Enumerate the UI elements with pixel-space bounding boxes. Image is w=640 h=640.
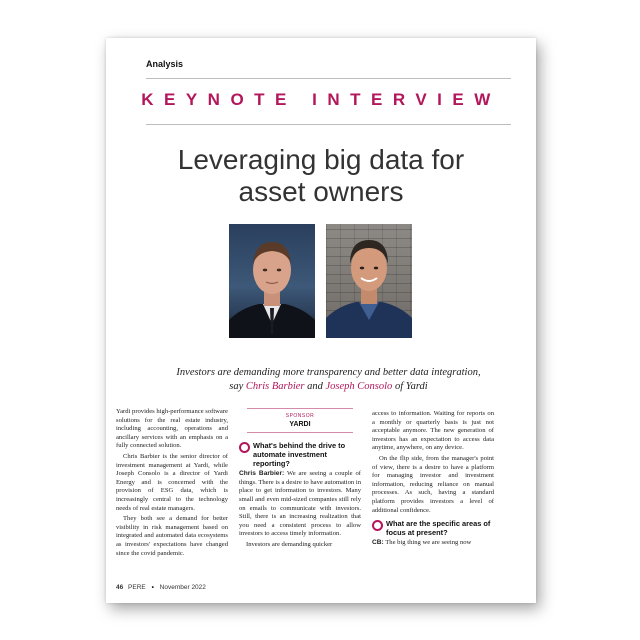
publication-name: PERE xyxy=(128,584,146,591)
top-rule xyxy=(146,78,511,79)
sponsor-name: YARDI xyxy=(289,420,311,428)
standfirst-text: say xyxy=(229,381,246,392)
standfirst-line-1: Investors are demanding more transparency and better data integration, xyxy=(176,367,481,378)
sponsor-label: SPONSOR xyxy=(285,413,315,419)
body-paragraph: They both see a demand for better visibility in risk management based on integrated and automated data ecosystems as investors' expectations have changed since the covid pandemic. xyxy=(116,515,228,557)
body-paragraph: Investors are demanding quicker xyxy=(246,540,333,548)
sponsor-box xyxy=(247,408,353,433)
portrait-chris-barbier xyxy=(229,224,315,338)
magazine-page xyxy=(106,38,536,603)
kicker-title: KEYNOTE INTERVIEW xyxy=(141,90,501,109)
body-paragraph: Chris Barbier is the senior director of investment management at Yardi, while Joseph Consolo is a director of Yardi Energy and is concerned with the provision of ESG data, which is increasingly central to the technology needs of real estate managers. xyxy=(116,452,228,512)
name-joseph-consolo: Joseph Consolo xyxy=(325,381,393,392)
standfirst-text: and xyxy=(304,381,326,392)
speaker-label: Chris Barbier: xyxy=(239,470,285,478)
standfirst xyxy=(146,366,511,394)
headline xyxy=(126,144,516,208)
question-text: What's behind the drive to automate investment reporting? xyxy=(253,441,346,469)
column-2 xyxy=(239,408,361,552)
portrait-joseph-consolo xyxy=(326,224,412,338)
question-block xyxy=(372,519,494,537)
answer-paragraph xyxy=(239,470,361,539)
headline-line-2: asset owners xyxy=(238,176,404,207)
issue-date: November 2022 xyxy=(159,584,206,591)
page-number: 46 xyxy=(116,584,124,591)
answer-text: We are seeing a couple of things. There is a desire to have automation in place to get information to investors. Many small and even mid-sized companies still rely on emails to communicate with investors. Still, there is an increasing realization that you need a consistent process to allow investors to access timely information. xyxy=(239,470,361,538)
column-3 xyxy=(372,410,494,550)
answer-paragraph xyxy=(372,539,494,548)
section-label: Analysis xyxy=(146,59,184,69)
body-paragraph: On the flip side, from the manager's point of view, there is a desire to have a platform for managing investor and investment information, reducing reliance on manual processes. As such, having a standard platform provides investors a level of additional confidence. xyxy=(372,454,494,514)
question-q-icon xyxy=(239,442,250,453)
separator-dot: • xyxy=(151,584,154,591)
page-footer xyxy=(116,584,206,591)
speaker-label: CB: xyxy=(372,539,384,547)
question-block xyxy=(239,441,361,468)
question-q-icon xyxy=(372,520,383,531)
question-text: What are the specific areas of focus at present? xyxy=(386,519,491,538)
kicker-rule xyxy=(146,124,511,125)
standfirst-text: of Yardi xyxy=(392,381,428,392)
column-1 xyxy=(116,408,228,560)
answer-text: The big thing we are seeing now xyxy=(383,539,472,547)
intro-paragraph: Yardi provides high-performance software solutions for the real estate industry, including accounting, operations and ancillary services with an emphasis on a fully connected solution. xyxy=(116,408,228,450)
body-paragraph: access to information. Waiting for reports on a monthly or quarterly basis is just not acceptable anymore. The new generation of investors has an expectation to access data anytime, anywhere, on any device. xyxy=(372,410,494,452)
headline-line-1: Leveraging big data for xyxy=(177,144,465,175)
name-chris-barbier: Chris Barbier xyxy=(245,381,305,392)
